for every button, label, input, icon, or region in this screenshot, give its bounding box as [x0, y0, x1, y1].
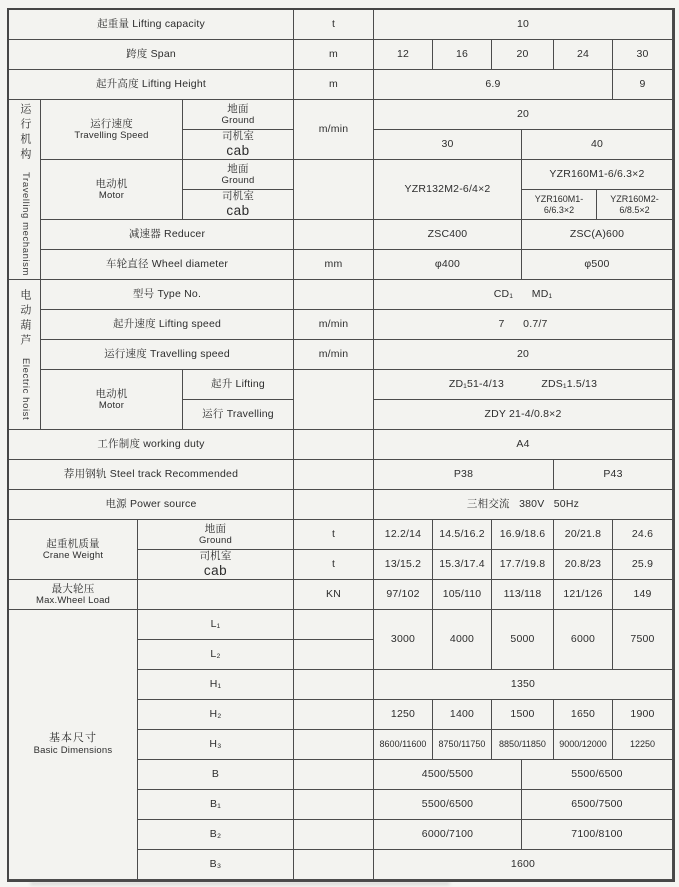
- crane-weight-ground-sub: [138, 520, 294, 550]
- hoist-lifting-speed-value: 7 0.7/7: [374, 310, 673, 340]
- crane-weight-cab-value: 13/15.2: [374, 550, 433, 580]
- dim-h3-value: 8750/11750: [433, 730, 492, 760]
- dim-b-value-left: 4500/5500: [374, 760, 522, 790]
- hoist-motor-unit-empty: [294, 370, 374, 430]
- max-wheel-load-label-en: Max.Wheel Load: [35, 594, 111, 606]
- dim-h2-sub: H₂: [138, 700, 294, 730]
- type-no-unit-empty: [294, 280, 374, 310]
- dim-b2-unit-empty: [294, 820, 374, 850]
- dim-l1-sub: L₁: [138, 610, 294, 640]
- travel-speed-cab-value-left: 30: [374, 130, 522, 160]
- crane-weight-ground-value: 14.5/16.2: [433, 520, 492, 550]
- max-wheel-load-unit: KN: [294, 580, 374, 610]
- dim-h3-value: 9000/12000: [554, 730, 613, 760]
- crane-weight-cab-value: 17.7/19.8: [492, 550, 554, 580]
- basic-dimensions-label-en: Basic Dimensions: [33, 744, 113, 756]
- steel-track-label: 荐用钢轨 Steel track Recommended: [9, 460, 294, 490]
- travel-speed-ground-sub: [183, 100, 294, 130]
- crane-weight-ground-value: 16.9/18.6: [492, 520, 554, 550]
- working-duty-unit-empty: [294, 430, 374, 460]
- span-value: 30: [613, 40, 673, 70]
- travel-motor-value-right-top: YZR160M1-6/6.3×2: [522, 160, 673, 190]
- wheel-diameter-value-left: φ400: [374, 250, 522, 280]
- dim-b3-unit-empty: [294, 850, 374, 880]
- travel-speed-label: [41, 100, 183, 160]
- cab-en: cab: [226, 143, 250, 159]
- travel-motor-ground-sub: [183, 160, 294, 190]
- cab-zh: 司机室: [221, 190, 255, 203]
- hoist-motor-label-zh: 电动机: [95, 387, 128, 400]
- crane-weight-cab-value: 15.3/17.4: [433, 550, 492, 580]
- reducer-label: 减速器 Reducer: [41, 220, 294, 250]
- wheel-diameter-label: 车轮直径 Wheel diameter: [41, 250, 294, 280]
- wheel-diameter-unit: mm: [294, 250, 374, 280]
- dim-b-sub: B: [138, 760, 294, 790]
- hoist-lifting-speed-label: 起升速度 Lifting speed: [41, 310, 294, 340]
- dim-b2-sub: B₂: [138, 820, 294, 850]
- travel-motor-value-right-b2: YZR160M2-6/8.5×2: [597, 190, 673, 220]
- cab-zh: 司机室: [221, 130, 255, 143]
- dim-b1-value-right: 6500/7500: [522, 790, 673, 820]
- cab-en: cab: [203, 563, 228, 579]
- max-wheel-load-label: [9, 580, 138, 610]
- dim-b3-value: 1600: [374, 850, 673, 880]
- crane-weight-cab-unit: t: [294, 550, 374, 580]
- span-value: 20: [492, 40, 554, 70]
- steel-track-value-right: P43: [554, 460, 673, 490]
- travel-speed-cab-sub: [183, 130, 294, 160]
- cab-en: cab: [226, 203, 250, 219]
- span-value: 12: [374, 40, 433, 70]
- dim-h3-sub: H₃: [138, 730, 294, 760]
- wheel-diameter-value-right: φ500: [522, 250, 673, 280]
- ground-zh: 地面: [227, 162, 249, 175]
- dim-h2-value: 1500: [492, 700, 554, 730]
- dim-b1-unit-empty: [294, 790, 374, 820]
- section-travelling-en: Travelling mechanism: [19, 171, 31, 277]
- working-duty-value: A4: [374, 430, 673, 460]
- dim-h1-value: 1350: [374, 670, 673, 700]
- travel-motor-value-left: YZR132M2-6/4×2: [374, 160, 522, 220]
- max-wheel-load-value: 105/110: [433, 580, 492, 610]
- lifting-height-label: 起升高度 Lifting Height: [9, 70, 294, 100]
- crane-weight-ground-value: 12.2/14: [374, 520, 433, 550]
- cab-zh: 司机室: [199, 550, 232, 563]
- dim-l-value: 5000: [492, 610, 554, 670]
- crane-weight-label: [9, 520, 138, 580]
- power-source-label: 电源 Power source: [9, 490, 294, 520]
- travel-motor-label-en: Motor: [98, 189, 125, 201]
- dim-h3-value: 12250: [613, 730, 673, 760]
- hoist-travel-speed-unit: m/min: [294, 340, 374, 370]
- ground-en: Ground: [221, 114, 255, 126]
- travel-motor-unit-empty: [294, 160, 374, 220]
- max-wheel-load-value: 113/118: [492, 580, 554, 610]
- reducer-unit-empty: [294, 220, 374, 250]
- travel-speed-label-zh: 运行速度: [90, 117, 133, 130]
- ground-en: Ground: [221, 174, 255, 186]
- dim-h2-value: 1900: [613, 700, 673, 730]
- lifting-capacity-value: 10: [374, 10, 673, 40]
- lifting-capacity-unit: t: [294, 10, 374, 40]
- dim-h2-value: 1650: [554, 700, 613, 730]
- crane-weight-cab-value: 25.9: [613, 550, 673, 580]
- scan-artifact: [30, 882, 450, 885]
- basic-dimensions-label: [9, 610, 138, 880]
- travel-motor-cab-sub: [183, 190, 294, 220]
- hoist-motor-label: [41, 370, 183, 430]
- lifting-height-value-last: 9: [613, 70, 673, 100]
- section-hoist-zh: 电动葫芦: [18, 288, 31, 349]
- type-no-value: CD₁ MD₁: [374, 280, 673, 310]
- dim-b2-value-left: 6000/7100: [374, 820, 522, 850]
- travel-speed-label-en: Travelling Speed: [74, 129, 149, 141]
- dim-b1-sub: B₁: [138, 790, 294, 820]
- travel-motor-label: [41, 160, 183, 220]
- power-source-value: 三相交流 380V 50Hz: [374, 490, 673, 520]
- type-no-label: 型号 Type No.: [41, 280, 294, 310]
- reducer-value-left: ZSC400: [374, 220, 522, 250]
- max-wheel-load-label-zh: 最大轮压: [51, 582, 95, 595]
- travel-motor-value-right-b1: YZR160M1-6/6.3×2: [522, 190, 597, 220]
- dim-h2-unit-empty: [294, 700, 374, 730]
- travel-motor-label-zh: 电动机: [95, 177, 128, 190]
- crane-weight-label-en: Crane Weight: [42, 549, 104, 561]
- basic-dimensions-label-zh: 基本尺寸: [49, 732, 97, 745]
- dim-b1-value-left: 5500/6500: [374, 790, 522, 820]
- dim-h2-value: 1250: [374, 700, 433, 730]
- hoist-motor-sub-lifting: 起升 Lifting: [183, 370, 294, 400]
- max-wheel-load-sub-empty: [138, 580, 294, 610]
- ground-en: Ground: [199, 534, 232, 546]
- steel-track-unit-empty: [294, 460, 374, 490]
- steel-track-value-left: P38: [374, 460, 554, 490]
- dim-h3-value: 8600/11600: [374, 730, 433, 760]
- travel-speed-ground-value: 20: [374, 100, 673, 130]
- dim-h2-value: 1400: [433, 700, 492, 730]
- span-unit: m: [294, 40, 374, 70]
- ground-zh: 地面: [204, 522, 227, 535]
- dim-b3-sub: B₃: [138, 850, 294, 880]
- lifting-height-value-main: 6.9: [374, 70, 613, 100]
- crane-weight-label-zh: 起重机质量: [46, 537, 100, 550]
- span-value: 16: [433, 40, 492, 70]
- dim-h1-unit-empty: [294, 670, 374, 700]
- crane-weight-ground-unit: t: [294, 520, 374, 550]
- dim-l2-unit-empty: [294, 640, 374, 670]
- section-electric-hoist: [9, 280, 41, 430]
- dim-h1-sub: H₁: [138, 670, 294, 700]
- lifting-height-unit: m: [294, 70, 374, 100]
- hoist-motor-label-en: Motor: [98, 399, 125, 411]
- hoist-travel-speed-label: 运行速度 Travelling speed: [41, 340, 294, 370]
- dim-l-value: 7500: [613, 610, 673, 670]
- span-label: 跨度 Span: [9, 40, 294, 70]
- max-wheel-load-value: 121/126: [554, 580, 613, 610]
- dim-h3-value: 8850/11850: [492, 730, 554, 760]
- lifting-capacity-label: 起重量 Lifting capacity: [9, 10, 294, 40]
- span-value: 24: [554, 40, 613, 70]
- power-source-unit-empty: [294, 490, 374, 520]
- hoist-motor-sub-travelling: 运行 Travelling: [183, 400, 294, 430]
- dim-l-value: 3000: [374, 610, 433, 670]
- section-travelling-zh: 运行机构: [18, 102, 31, 163]
- travel-speed-cab-value-right: 40: [522, 130, 673, 160]
- ground-zh: 地面: [227, 102, 249, 115]
- crane-spec-table: [7, 8, 675, 882]
- hoist-motor-lifting-value: ZD₁51-4/13 ZDS₁1.5/13: [374, 370, 673, 400]
- hoist-lifting-speed-unit: m/min: [294, 310, 374, 340]
- crane-weight-cab-sub: [138, 550, 294, 580]
- dim-b-unit-empty: [294, 760, 374, 790]
- max-wheel-load-value: 97/102: [374, 580, 433, 610]
- section-travelling-mechanism: [9, 100, 41, 280]
- dim-b-value-right: 5500/6500: [522, 760, 673, 790]
- section-hoist-en: Electric hoist: [19, 357, 31, 421]
- hoist-motor-travelling-value: ZDY 21-4/0.8×2: [374, 400, 673, 430]
- crane-weight-cab-value: 20.8/23: [554, 550, 613, 580]
- dim-l1-unit-empty: [294, 610, 374, 640]
- dim-l2-sub: L₂: [138, 640, 294, 670]
- crane-weight-ground-value: 20/21.8: [554, 520, 613, 550]
- working-duty-label: 工作制度 working duty: [9, 430, 294, 460]
- max-wheel-load-value: 149: [613, 580, 673, 610]
- dim-h3-unit-empty: [294, 730, 374, 760]
- dim-l-value: 4000: [433, 610, 492, 670]
- dim-b2-value-right: 7100/8100: [522, 820, 673, 850]
- dim-l-value: 6000: [554, 610, 613, 670]
- crane-weight-ground-value: 24.6: [613, 520, 673, 550]
- travel-speed-unit: m/min: [294, 100, 374, 160]
- hoist-travel-speed-value: 20: [374, 340, 673, 370]
- reducer-value-right: ZSC(A)600: [522, 220, 673, 250]
